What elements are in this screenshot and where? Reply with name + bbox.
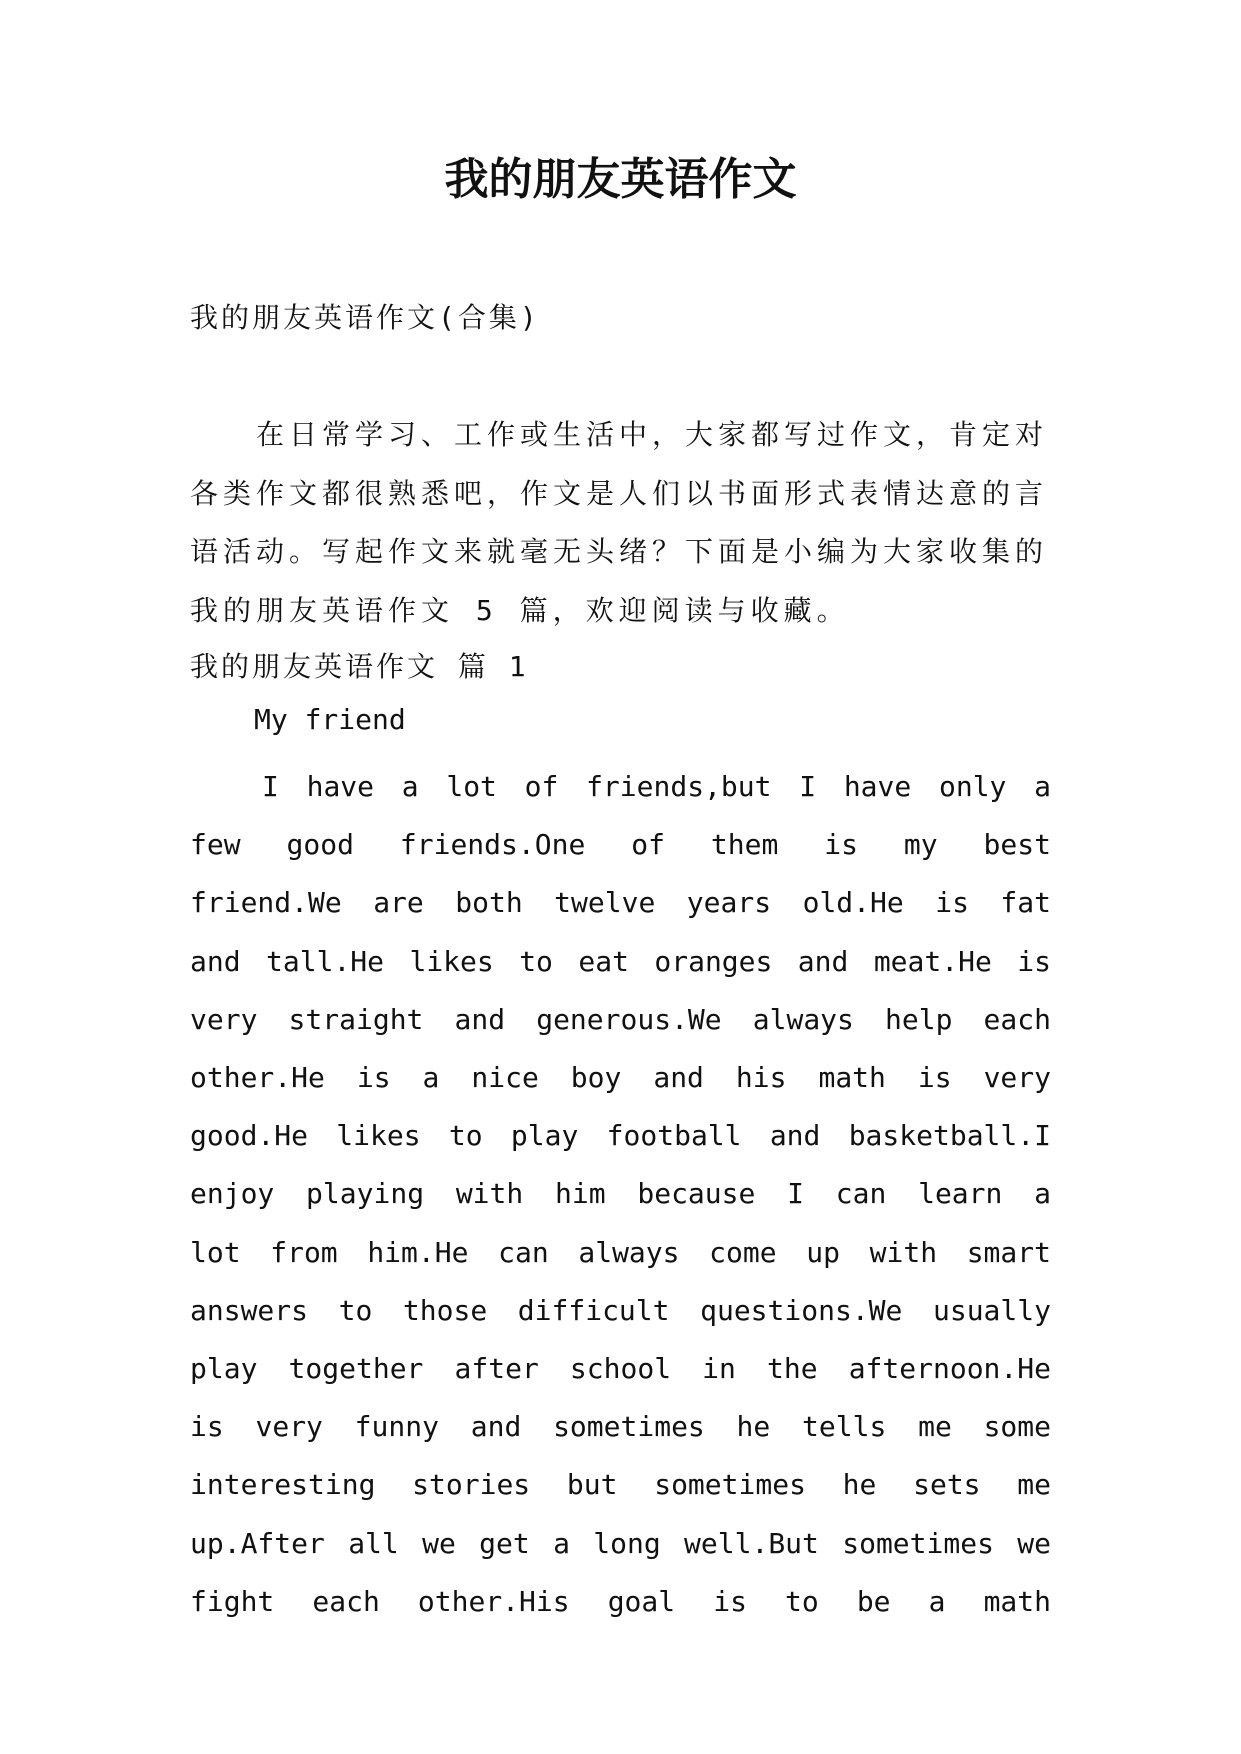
essay-title: My friend: [254, 703, 406, 736]
intro-paragraph: 在日常学习、工作或生活中，大家都写过作文，肯定对各类作文都很熟悉吧，作文是人们以书面形式表情达意的言语活动。写起作文来就毫无头绪？下面是小编为大家收集的我的朋友英语作文 5 篇，欢迎阅读与收藏。: [190, 418, 1049, 627]
document-title: 我的朋友英语作文: [444, 154, 797, 205]
document-subtitle: 我的朋友英语作文(合集): [190, 301, 540, 334]
essay-body: I have a lot of friends,but I have only a few good friends.One of them is my best friend.We are both twelve years old.He is fat and tall.He likes to eat oranges and meat.He is very straight and generous.We always help each other.He is a nice boy and his math is very good.He likes to play football and basketball.I enjoy playing with him because I can learn a lot from him.He can always come up with smart answers to those difficult questions.We usually play together after school in the afternoon.He is very funny and sometimes he tells me some interesting stories but sometimes he sets me up.After all we get a long well.But sometimes we fight each other.His goal is to be a math: [190, 770, 1051, 1618]
section-heading: 我的朋友英语作文 篇 1: [190, 650, 529, 683]
